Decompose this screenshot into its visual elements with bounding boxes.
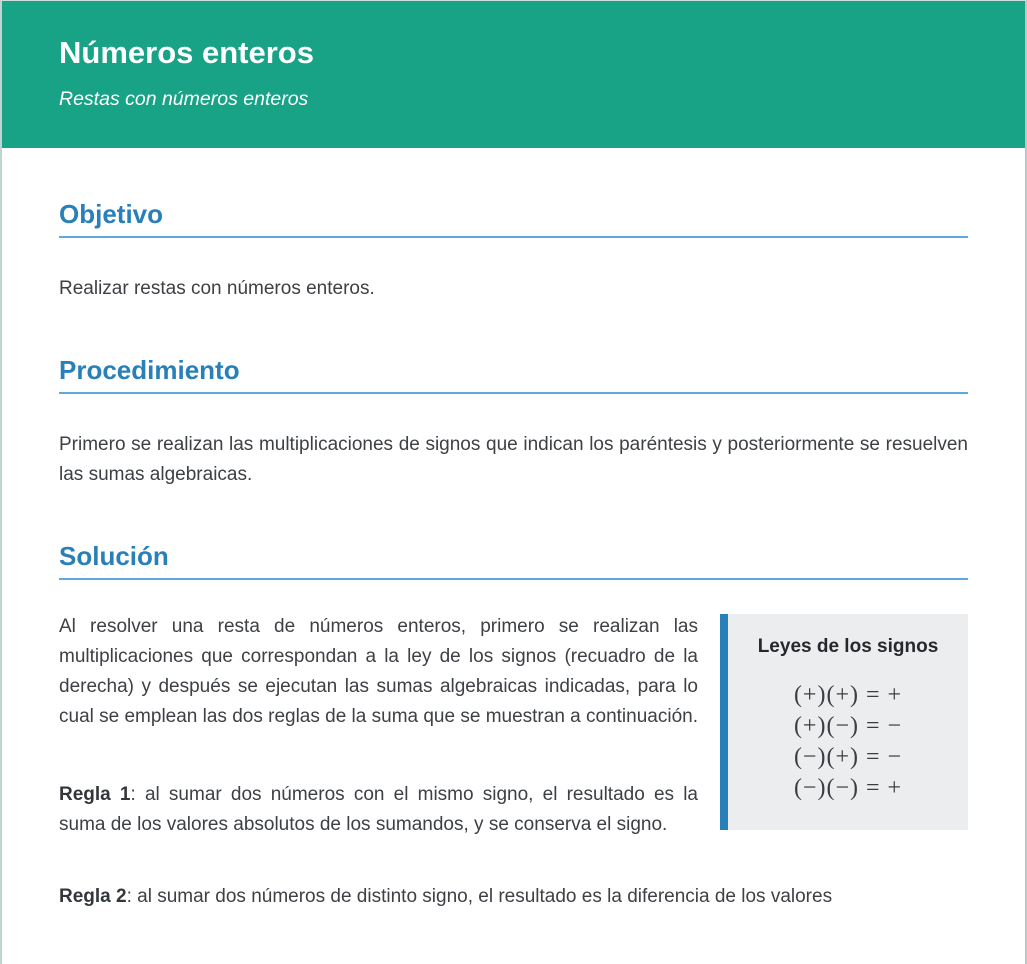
- sign-rule-line: (−)(−) = +: [793, 775, 903, 801]
- section-heading-solucion: Solución: [59, 540, 968, 580]
- sign-rule-line: (−)(+) = −: [793, 744, 903, 770]
- signs-box-title: Leyes de los signos: [757, 636, 939, 657]
- section-heading-objetivo: Objetivo: [59, 198, 968, 238]
- sign-rule-line: (+)(+) = +: [793, 682, 903, 708]
- solucion-two-column-row: [59, 612, 968, 840]
- section-heading-procedimiento: Procedimiento: [59, 354, 968, 394]
- regla1-text: : al sumar dos números con el mismo signo, el resultado es la suma de los valores absolutos de los sumandos, y se conserva el signo.: [59, 784, 698, 835]
- signs-box-accent-bar: [720, 614, 728, 830]
- objetivo-paragraph: Realizar restas con números enteros.: [59, 278, 375, 299]
- header-banner: [2, 1, 1025, 148]
- sign-rule-line: (+)(−) = −: [793, 713, 903, 739]
- regla1-label: Regla 1: [59, 784, 131, 805]
- signs-law-box: [720, 614, 968, 830]
- page-title: Números enteros: [59, 35, 314, 70]
- regla1-paragraph: [59, 780, 698, 840]
- page-subtitle: Restas con números enteros: [59, 88, 309, 110]
- regla2-paragraph: [59, 882, 968, 912]
- regla2-label: Regla 2: [59, 886, 127, 907]
- solucion-intro-paragraph: Al resolver una resta de números enteros, primero se realizan las multiplicaciones que correspondan a la ley de los signos (recuadro de la derecha) y después se ejecutan las sumas algebraicas indicadas, para lo cual se emplean las dos reglas de la suma que se muestran a continuación.: [59, 616, 698, 727]
- content-area: [2, 198, 1025, 912]
- regla2-text: : al sumar dos números de distinto signo, el resultado es la diferencia de los valores: [126, 886, 833, 907]
- procedimiento-paragraph: Primero se realizan las multiplicaciones de signos que indican los paréntesis y posteriormente se resuelven las sumas algebraicas.: [59, 434, 968, 485]
- solucion-text-column: [59, 612, 698, 840]
